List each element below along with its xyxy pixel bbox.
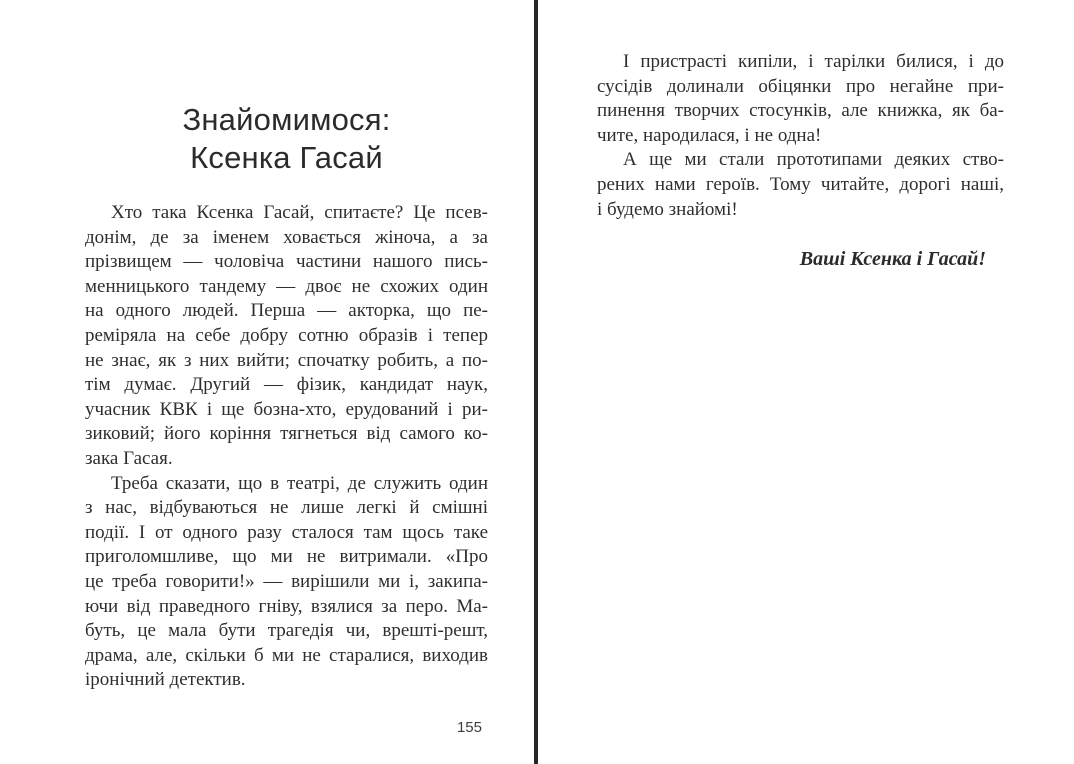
paragraph	[85, 201, 488, 472]
text-line: це треба говорити!» — вирішили ми і, закипа-	[85, 570, 488, 592]
signature-line: Ваші Ксенка і Гасай!	[799, 248, 986, 271]
paragraph	[85, 472, 488, 693]
text-line: зиковий; його коріння тягнеться від самого ко-	[85, 423, 488, 445]
text-line: пинення творчих стосунків, але книжка, як ба-	[597, 100, 1004, 122]
chapter-title	[85, 101, 488, 177]
text-line: менницького тандему — двоє не схожих один	[85, 275, 488, 297]
text-line: події. І от одного разу сталося там щось таке	[85, 521, 488, 543]
text-line: прізвищем — чоловіча частини нашого пись-	[85, 251, 488, 273]
text-line: А ще ми стали прототипами деяких ство-	[623, 149, 1004, 171]
text-line: і будемо знайомі!	[597, 198, 738, 220]
text-line: чите, народилася, і не одна!	[597, 124, 822, 146]
text-line: І пристрасті кипіли, і тарілки билися, і до	[623, 51, 1004, 72]
text-line: не знає, як з них вийти; спочатку робить, а по-	[85, 349, 488, 371]
text-line: тім думає. Другий — фізик, кандидат наук,	[85, 374, 488, 396]
chapter-title-line-1: Знайомимося:	[182, 102, 391, 137]
text-line: зака Гасая.	[85, 447, 173, 469]
text-line: Треба сказати, що в театрі, де служить один	[111, 472, 488, 494]
text-line: сусідів долинали обіцянки про негайне при-	[597, 75, 1004, 97]
text-line: буть, це мала бути трагедія чи, врешті-решт,	[85, 620, 488, 642]
text-line: іронічний детектив.	[85, 669, 246, 691]
text-line: драма, але, скільки б ми не старалися, виходив	[85, 644, 488, 666]
page-divider	[534, 0, 538, 764]
paragraph	[597, 148, 1004, 222]
page-number: 155	[456, 719, 482, 736]
text-line: реміряла на себе добру сотню образів і тепер	[85, 324, 488, 346]
text-line: Хто така Ксенка Гасай, спитаєте? Це псев-	[111, 202, 488, 223]
text-line: учасник КВК і ще бозна-хто, ерудований і ри-	[85, 398, 488, 420]
paragraph	[597, 50, 1004, 148]
text-line: ючи від праведного гніву, взялися за перо. Ма-	[85, 595, 488, 617]
chapter-title-line-2: Ксенка Гасай	[190, 140, 383, 175]
left-page	[85, 0, 488, 693]
right-page	[597, 0, 1004, 271]
right-page-body	[597, 50, 1004, 222]
text-line: на одного людей. Перша — акторка, що пе-	[85, 300, 488, 322]
text-line: рених нами героїв. Тому читайте, дорогі наші,	[597, 173, 1004, 195]
text-line: донім, де за іменем ховається жіноча, а за	[85, 226, 488, 248]
text-line: приголомшливе, що ми не витримали. «Про	[85, 546, 488, 568]
left-page-body	[85, 201, 488, 693]
text-line: з нас, відбуваються не лише легкі й смішні	[85, 497, 488, 519]
